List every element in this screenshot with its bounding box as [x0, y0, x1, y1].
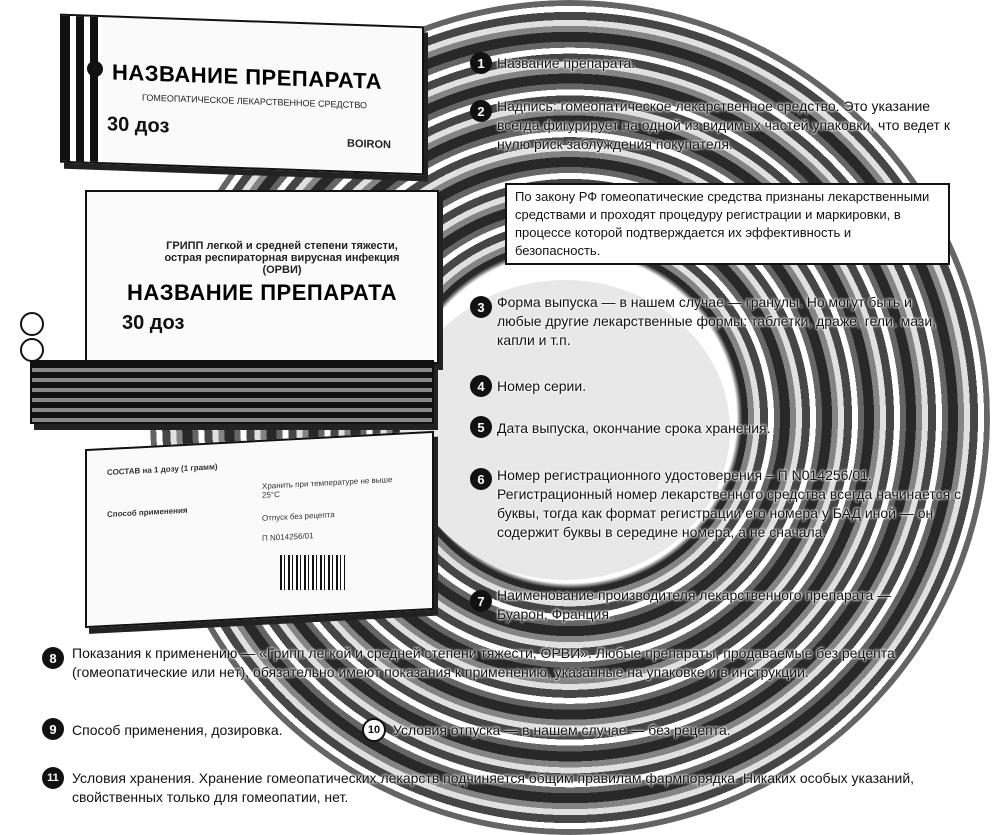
item-3: Форма выпуска — в нашем случае — гранулы. Но могут быть и любые другие лекарственные формы: таблетки, драже, гели, мази, капли и т.п.	[497, 294, 937, 348]
package-usage: Способ применения	[107, 505, 188, 519]
package-front-middle	[85, 190, 439, 364]
package-subtitle: ГОМЕОПАТИЧЕСКОЕ ЛЕКАРСТВЕННОЕ СРЕДСТВО	[142, 92, 368, 111]
item-10: Условия отпуска — в нашем случае — без рецепта.	[393, 722, 731, 738]
badge-2: 2	[470, 100, 492, 122]
package-title: НАЗВАНИЕ ПРЕПАРАТА	[112, 59, 383, 94]
badge-11: 11	[42, 767, 64, 789]
package-dose-2: 30 доз	[122, 312, 185, 334]
package-front-top	[60, 14, 424, 176]
package-storage: Хранить при температуре не выше 25°С	[262, 475, 393, 500]
package-conditions: Отпуск без рецепта	[262, 510, 335, 523]
package-barcode	[280, 555, 345, 590]
badge-9: 9	[42, 718, 64, 740]
badge-10: 10	[362, 718, 386, 742]
marker-5-side	[20, 338, 44, 362]
package-side-stripes	[30, 360, 434, 424]
law-note: По закону РФ гомеопатические средства признаны лекарственными средствами и проходят процедуру регистрации и маркировки, в процессе которой подтверждается их эффективность и безопасность.	[505, 183, 950, 265]
package-composition: СОСТАВ на 1 дозу (1 грамм)	[107, 462, 218, 477]
item-2: Надпись: гомеопатическое лекарственное средство. Это указание всегда фигурирует на одной из видимых частей упаковки, что ведет к нулю риск заблуждения покупателя.	[497, 98, 950, 152]
item-1: Название препарата.	[497, 55, 636, 71]
badge-6: 6	[470, 468, 492, 490]
badge-7: 7	[470, 590, 492, 612]
item-9: Способ применения, дозировка.	[72, 722, 283, 738]
package-title-2: НАЗВАНИЕ ПРЕПАРАТА	[127, 280, 398, 305]
package-indication: ГРИПП легкой и средней степени тяжести, острая респираторная вирусная инфекция (ОРВИ)	[164, 240, 400, 276]
badge-8: 8	[42, 647, 64, 669]
package-reg-number: П N014256/01	[262, 531, 314, 543]
badge-5: 5	[470, 416, 492, 438]
badge-1: 1	[470, 52, 492, 74]
package-dose: 30 доз	[107, 113, 170, 138]
package-back	[85, 431, 434, 628]
item-8: Показания к применению — «Грипп легкой и средней степени тяжести, ОРВИ». Любые препараты, продаваемые без рецепта (гомеопатические или нет), обязательно имеют показания к применению, указанные на упаковке и в инструкции.	[72, 645, 895, 680]
badge-3: 3	[470, 296, 492, 318]
item-11: Условия хранения. Хранение гомеопатических лекарств подчиняется общим правилам фармпорядка. Никаких особых указаний, свойственных только для гомеопатии, нет.	[72, 770, 915, 805]
package-maker: BOIRON	[347, 137, 391, 152]
package-stripe	[62, 16, 102, 162]
item-6: Номер регистрационного удостоверения – П N014256/01. Регистрационный номер лекарственного средства всегда начинается с буквы, тогда как формат регистрации его номера у БАД иной — он содержит буквы в середине номера, а не сначала.	[497, 467, 962, 540]
marker-4-side	[20, 312, 44, 336]
item-5: Дата выпуска, окончание срока хранения.	[497, 420, 771, 436]
badge-4: 4	[470, 375, 492, 397]
item-4: Номер серии.	[497, 378, 587, 394]
item-7: Наименование производителя лекарственного препарата — Буарон, Франция.	[497, 587, 892, 622]
marker-1-on-box	[87, 61, 103, 78]
